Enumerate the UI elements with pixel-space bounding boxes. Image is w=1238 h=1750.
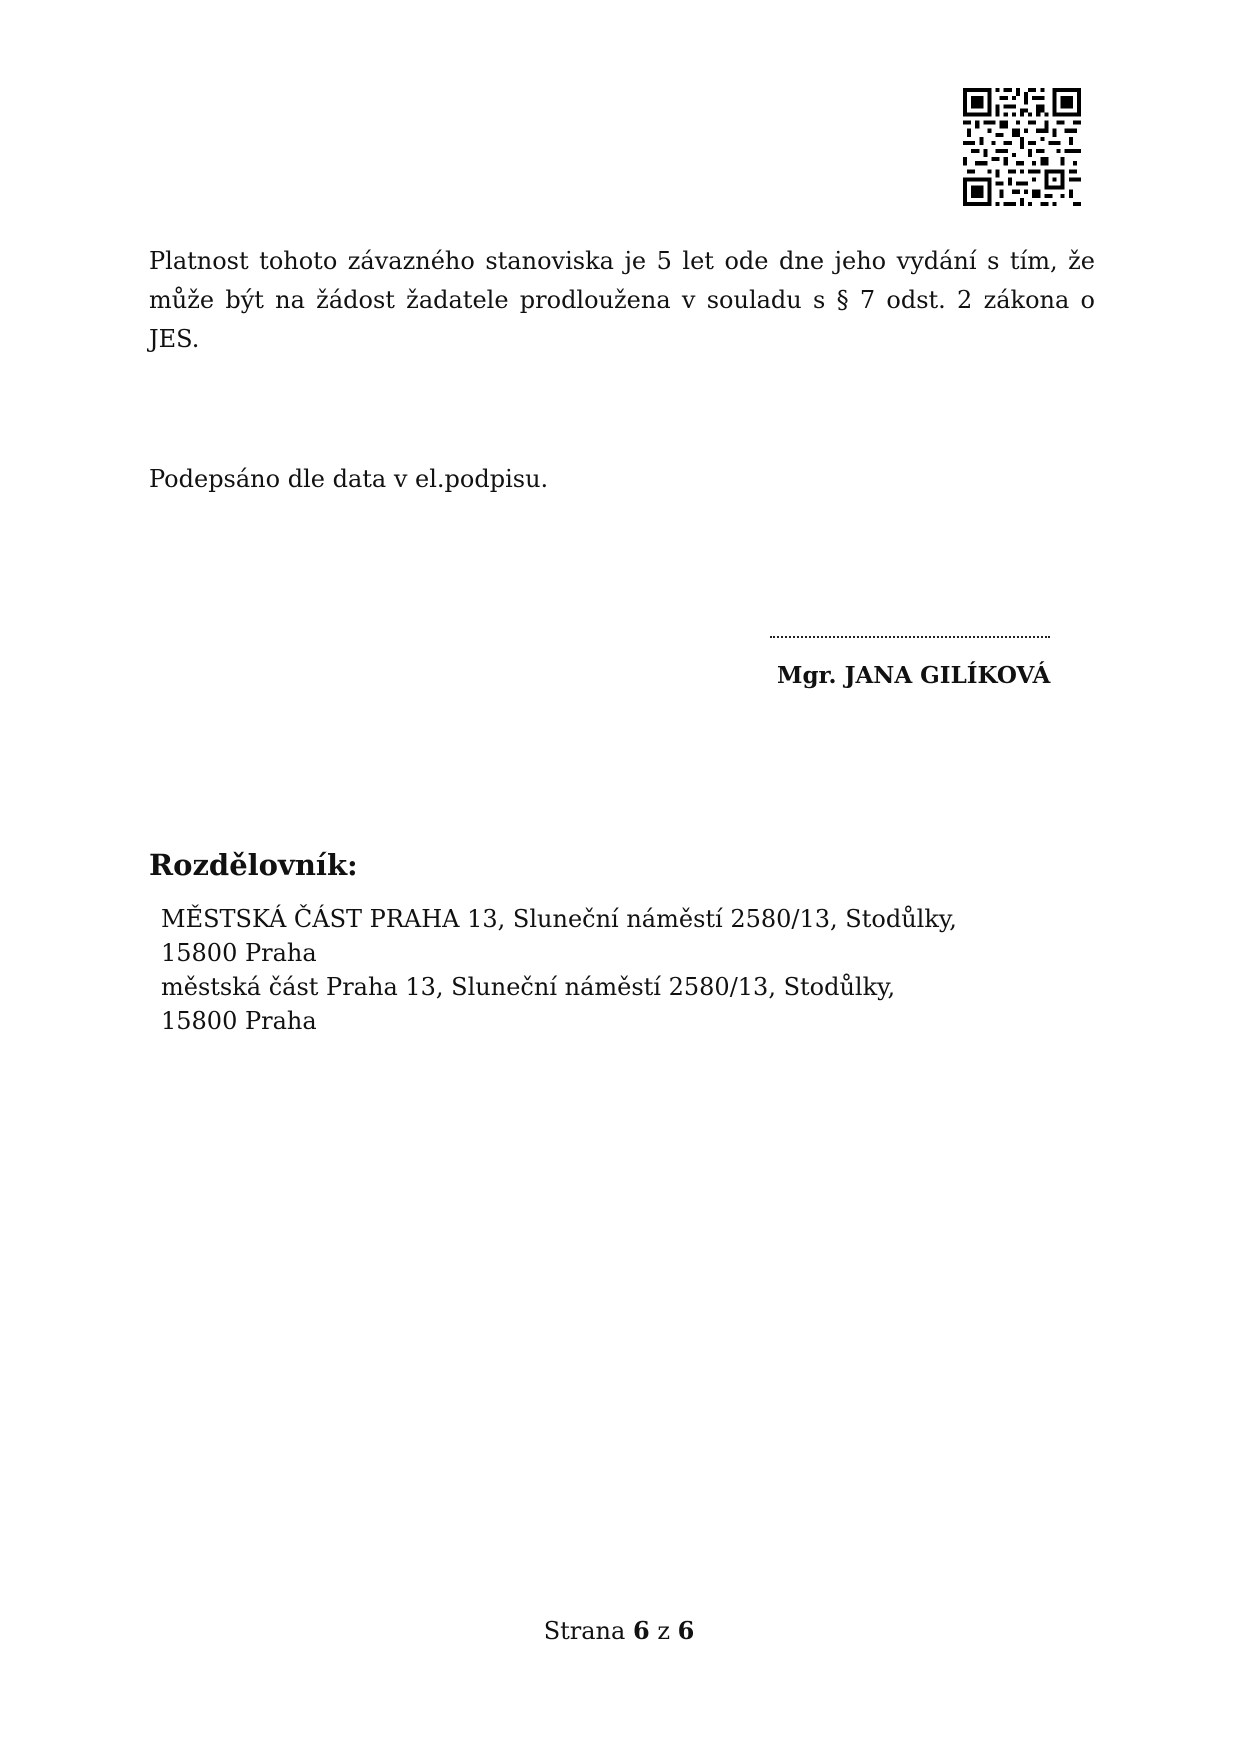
recipient-address-line: městská část Praha 13, Sluneční náměstí 2580/13, Stodůlky, (161, 973, 896, 1001)
page-separator: z (657, 1617, 670, 1645)
signatory-name: Mgr. JANA GILÍKOVÁ (777, 662, 1051, 689)
recipient-postal-line: 15800 Praha (161, 1007, 317, 1035)
distribution-list (161, 902, 961, 1038)
recipient-address-line: MĚSTSKÁ ČÁST PRAHA 13, Sluneční náměstí 2580/13, Stodůlky, (161, 905, 957, 933)
current-page: 6 (632, 1616, 650, 1645)
page-label: Strana (543, 1617, 626, 1645)
page-number (0, 1616, 1238, 1645)
signed-note: Podepsáno dle data v el.podpisu. (149, 465, 549, 493)
list-item (161, 902, 961, 970)
recipient-postal-line: 15800 Praha (161, 939, 317, 967)
list-item (161, 970, 961, 1038)
signature-line (770, 636, 1050, 638)
validity-statement: Platnost tohoto závazného stanoviska je 5 let ode dne jeho vydání s tím, že může být na žádost žadatele prodloužena v souladu s § 7 odst. 2 zákona o JES. (149, 247, 1095, 353)
distribution-heading: Rozdělovník: (149, 848, 358, 882)
qr-code-icon (963, 88, 1081, 206)
total-pages: 6 (677, 1616, 695, 1645)
